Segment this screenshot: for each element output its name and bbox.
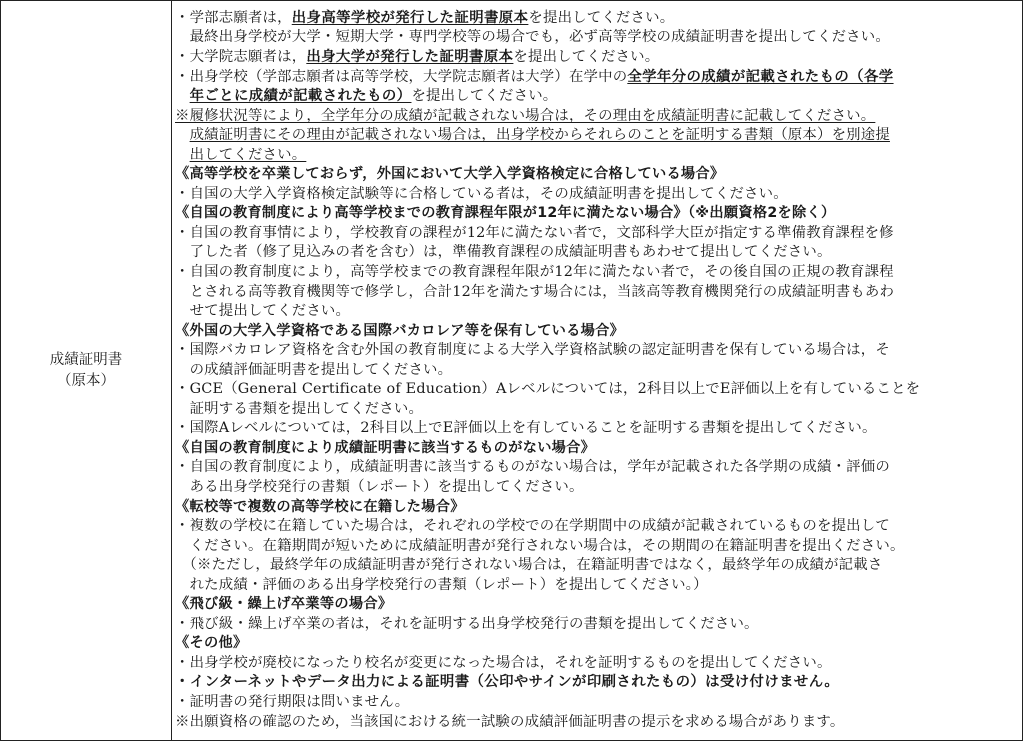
text-segment: を提出してください。 xyxy=(411,88,558,105)
emphasis-text: 出身大学が発行した証明書原本 xyxy=(306,48,514,65)
text-segment: ・大学院志願者は， xyxy=(175,48,307,65)
requirements-cell xyxy=(172,1,1023,741)
text-line xyxy=(175,165,1022,185)
requirements-text xyxy=(172,9,1022,732)
text-line xyxy=(175,204,1022,224)
text-segment: ・国際バカロレア資格を含む外国の教育制度による大学入学資格試験の認定証明書を保有している場合は，そ xyxy=(175,342,890,359)
section-heading: 《転校等で複数の高等学校に在籍した場合》 xyxy=(175,498,465,515)
text-line xyxy=(175,615,1022,635)
emphasis-text: 年ごとに成績が記載されたもの） xyxy=(189,88,412,105)
text-line xyxy=(175,68,1022,88)
text-segment: ・国際Aレベルについては，2科目以上でE評価以上を有していることを証明する書類を提出してください。 xyxy=(175,420,877,437)
text-segment: ・自国の教育制度により，高等学校までの教育課程年限が12年に満たない者で，その後自国の正規の教育課程 xyxy=(175,263,894,280)
text-line xyxy=(175,185,1022,205)
text-segment: ※出願資格の確認のため，当該国における統一試験の成績評価証明書の提示を求める場合があります。 xyxy=(175,713,845,730)
section-heading: 《飛び級・繰上げ卒業等の場合》 xyxy=(175,596,393,613)
text-segment: とされる高等教育機関等で修学し，合計12年を満たす場合には，当該高等教育機関発行の成績証明書もあわ xyxy=(175,283,895,300)
text-line xyxy=(175,380,1022,400)
document-type-sublabel: （原本） xyxy=(57,372,115,389)
text-line xyxy=(175,419,1022,439)
text-line xyxy=(175,146,1022,166)
text-segment: 了した者（修了見込みの者を含む）は，準備教育課程の成績証明書もあわせて提出してください。 xyxy=(175,244,832,261)
text-segment: ・学部志願者は， xyxy=(175,9,292,26)
text-segment: を提出してください。 xyxy=(513,48,660,65)
text-segment xyxy=(175,147,190,163)
underlined-text: ※履修状況等により，全学年分の成績が記載されない場合は，その理由を成績証明書に記載してください。 xyxy=(175,107,876,124)
table-row xyxy=(1,1,1023,741)
document-type-label: 成績証明書 xyxy=(49,351,123,368)
text-line xyxy=(175,556,1022,576)
text-line xyxy=(175,576,1022,596)
text-line xyxy=(175,126,1022,146)
section-heading: 《外国の大学入学資格である国際バカロレア等を保有している場合》 xyxy=(175,322,625,339)
text-segment: ・出身学校が廃校になったり校名が変更になった場合は，それを証明するものを提出してください。 xyxy=(175,654,832,671)
underlined-text: 成績証明書にその理由が記載されない場合は，出身学校からそれらのことを証明する書類（原本）を別途提 xyxy=(189,127,890,144)
text-line xyxy=(175,224,1022,244)
text-segment: せて提出してください。 xyxy=(175,303,351,320)
text-segment: 証明する書類を提出してください。 xyxy=(175,400,424,417)
text-line xyxy=(175,322,1022,342)
text-line xyxy=(175,713,1022,733)
text-segment: 最終出身学校が大学・短期大学・専門学校等の場合でも，必ず高等学校の成績証明書を提出してください。 xyxy=(175,29,890,46)
text-line xyxy=(175,400,1022,420)
section-heading: 《自国の教育制度により高等学校までの教育課程年限が12年に満たない場合》（※出願資格2を除く） xyxy=(175,205,836,222)
text-line xyxy=(175,361,1022,381)
text-line xyxy=(175,673,1022,693)
emphasis-text: 出身高等学校が発行した証明書原本 xyxy=(291,9,529,26)
text-line xyxy=(175,283,1022,303)
emphasis-text: ・インターネットやデータ出力による証明書（公印やサインが印刷されたもの）は受け付けません。 xyxy=(175,674,840,691)
text-segment: れた成績・評価のある出身学校発行の書類（レポート）を提出してください。） xyxy=(175,576,708,593)
text-segment: の成績評価証明書を提出してください。 xyxy=(175,361,453,378)
text-segment: （※ただし，最終学年の成績証明書が発行されない場合は，在籍証明書ではなく，最終学年の成績が記載さ xyxy=(175,557,883,574)
text-segment: ・証明書の発行期限は問いません。 xyxy=(175,694,410,711)
text-segment: ある出身学校発行の書類（レポート）を提出してください。 xyxy=(175,479,584,495)
text-line xyxy=(175,537,1022,557)
text-line xyxy=(175,439,1022,459)
text-segment: ・出身学校（学部志願者は高等学校，大学院志願者は大学）在学中の xyxy=(175,68,628,85)
text-line xyxy=(175,28,1022,48)
text-line xyxy=(175,517,1022,537)
text-segment: ・飛び級・繰上げ卒業の者は，それを証明する出身学校発行の書類を提出してください。 xyxy=(175,615,759,632)
text-line xyxy=(175,263,1022,283)
section-heading: 《高等学校を卒業しておらず，外国において大学入学資格検定に合格している場合》 xyxy=(175,166,725,183)
document-type-cell xyxy=(1,1,172,741)
underlined-text: 出してください。 xyxy=(189,146,307,163)
text-line xyxy=(175,634,1022,654)
text-line xyxy=(175,87,1022,107)
text-line xyxy=(175,48,1022,68)
text-segment: ・自国の教育制度により，成績証明書に該当するものがない場合は，学年が記載された各学期の成績・評価の xyxy=(175,459,890,476)
text-segment: ください。在籍期間が短いために成績証明書が発行されない場合は，その期間の在籍証明書を提出ください。 xyxy=(175,537,905,554)
text-segment: を提出してください。 xyxy=(528,9,675,26)
text-line xyxy=(175,302,1022,322)
section-heading: 《その他》 xyxy=(175,635,248,652)
text-line xyxy=(175,9,1022,29)
text-line xyxy=(175,498,1022,518)
text-segment xyxy=(175,127,190,143)
text-segment: ・複数の学校に在籍していた場合は，それぞれの学校での在学期間中の成績が記載されているものを提出して xyxy=(175,518,890,535)
text-segment: ・自国の大学入学資格検定試験等に合格している者は，その成績証明書を提出してください。 xyxy=(175,185,788,202)
text-line xyxy=(175,341,1022,361)
section-heading: 《自国の教育制度により成績証明書に該当するものがない場合》 xyxy=(175,439,596,456)
text-line xyxy=(175,654,1022,674)
text-line xyxy=(175,243,1022,263)
text-segment xyxy=(175,88,190,104)
text-segment: ・GCE（General Certificate of Education）Aレベルについては，2科目以上でE評価以上を有していることを xyxy=(175,381,921,398)
text-line xyxy=(175,693,1022,713)
text-line xyxy=(175,107,1022,127)
text-line xyxy=(175,595,1022,615)
text-line xyxy=(175,478,1022,498)
text-segment: ・自国の教育事情により，学校教育の課程が12年に満たない者で，文部科学大臣が指定する準備教育課程を修 xyxy=(175,224,894,241)
text-line xyxy=(175,458,1022,478)
emphasis-text: 全学年分の成績が記載されたもの（各学 xyxy=(627,68,894,85)
